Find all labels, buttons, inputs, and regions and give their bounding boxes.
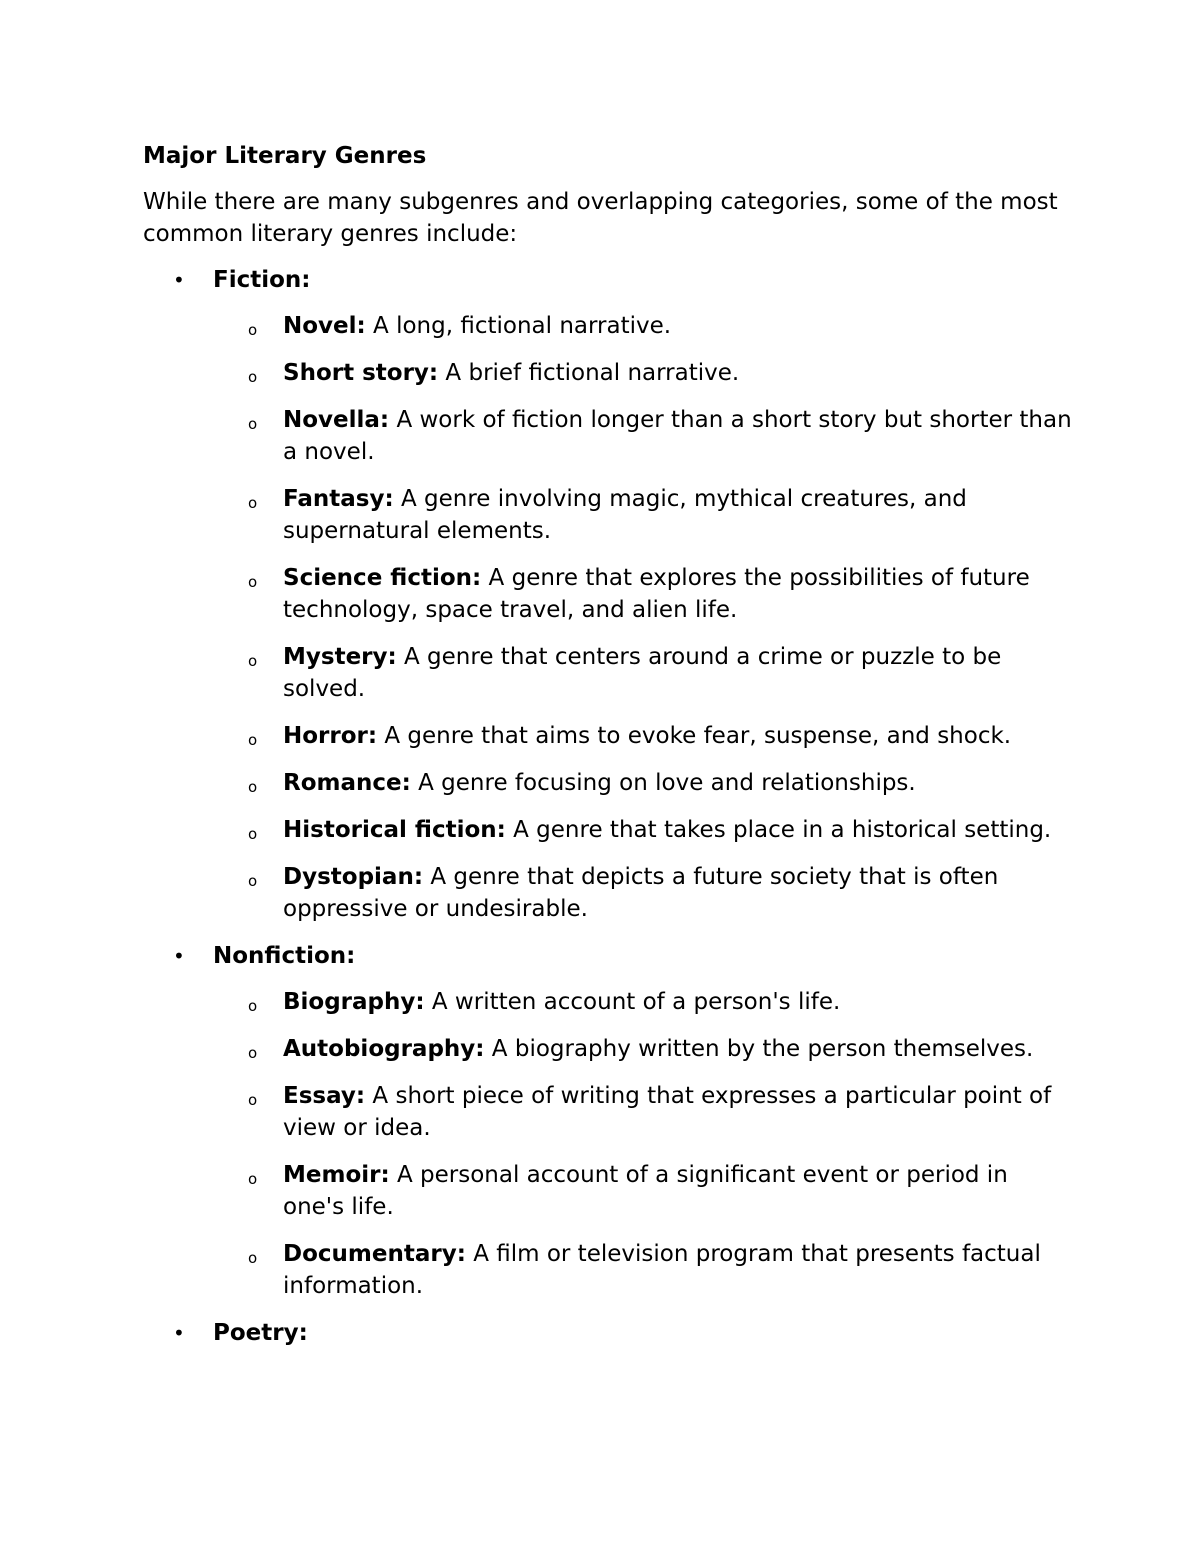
circle-bullet-icon: o: [248, 872, 258, 890]
bullet-icon: •: [173, 944, 185, 968]
genre-subtype-item: [213, 1080, 1073, 1144]
circle-bullet-icon: o: [248, 1044, 258, 1062]
category-label: Nonfiction:: [213, 943, 356, 969]
genre-term: Horror:: [283, 723, 378, 749]
genre-category-list: [143, 264, 1073, 1349]
genre-definition: A genre that aims to evoke fear, suspense, and shock.: [377, 723, 1012, 749]
category-label: Poetry:: [213, 1320, 308, 1346]
circle-bullet-icon: o: [248, 573, 258, 591]
genre-subtype-item: [213, 814, 1073, 846]
circle-bullet-icon: o: [248, 731, 258, 749]
genre-term: Short story:: [283, 360, 439, 386]
genre-subtype-item: [213, 641, 1073, 705]
genre-subtype-item: [213, 861, 1073, 925]
genre-definition: A genre that takes place in a historical setting.: [505, 817, 1052, 843]
genre-term: Dystopian:: [283, 864, 424, 890]
circle-bullet-icon: o: [248, 415, 258, 433]
genre-term: Biography:: [283, 989, 425, 1015]
circle-bullet-icon: o: [248, 321, 258, 339]
genre-term: Memoir:: [283, 1162, 390, 1188]
circle-bullet-icon: o: [248, 1170, 258, 1188]
document-title: Major Literary Genres: [143, 143, 427, 169]
genre-subtype-item: [213, 986, 1073, 1018]
genre-subtype-item: [213, 767, 1073, 799]
circle-bullet-icon: o: [248, 368, 258, 386]
genre-definition: A biography written by the person themselves.: [484, 1036, 1034, 1062]
genre-definition: A genre involving magic, mythical creatures, and supernatural elements.: [283, 486, 967, 544]
genre-subtype-list: [213, 986, 1073, 1302]
genre-definition: A short piece of writing that expresses a particular point of view or idea.: [283, 1083, 1052, 1141]
genre-definition: A film or television program that presents factual information.: [283, 1241, 1041, 1299]
bullet-icon: •: [173, 268, 185, 292]
genre-term: Science fiction:: [283, 565, 482, 591]
genre-definition: A genre that explores the possibilities of future technology, space travel, and alien life.: [283, 565, 1030, 623]
genre-definition: A written account of a person's life.: [424, 989, 841, 1015]
intro-paragraph: While there are many subgenres and overlapping categories, some of the most common literary genres include:: [143, 189, 1058, 247]
category-label: Fiction:: [213, 267, 311, 293]
genre-term: Historical fiction:: [283, 817, 506, 843]
genre-term: Documentary:: [283, 1241, 466, 1267]
circle-bullet-icon: o: [248, 778, 258, 796]
genre-definition: A work of fiction longer than a short story but shorter than a novel.: [283, 407, 1072, 465]
genre-subtype-item: [213, 1033, 1073, 1065]
genre-category: [143, 940, 1073, 1302]
genre-term: Novella:: [283, 407, 390, 433]
genre-category: [143, 1317, 1073, 1349]
circle-bullet-icon: o: [248, 825, 258, 843]
genre-definition: A genre that depicts a future society that is often oppressive or undesirable.: [283, 864, 999, 922]
genre-subtype-item: [213, 720, 1073, 752]
genre-subtype-item: [213, 310, 1073, 342]
genre-term: Novel:: [283, 313, 366, 339]
genre-definition: A personal account of a significant event or period in one's life.: [283, 1162, 1008, 1220]
genre-term: Essay:: [283, 1083, 366, 1109]
genre-definition: A long, fictional narrative.: [365, 313, 672, 339]
circle-bullet-icon: o: [248, 652, 258, 670]
genre-category: [143, 264, 1073, 925]
bullet-icon: •: [173, 1321, 185, 1345]
genre-subtype-item: [213, 1159, 1073, 1223]
genre-definition: A brief fictional narrative.: [438, 360, 740, 386]
genre-subtype-list: [213, 310, 1073, 925]
document-page: [143, 140, 1073, 1363]
circle-bullet-icon: o: [248, 1249, 258, 1267]
genre-subtype-item: [213, 1238, 1073, 1302]
genre-subtype-item: [213, 357, 1073, 389]
genre-definition: A genre focusing on love and relationships.: [410, 770, 916, 796]
circle-bullet-icon: o: [248, 494, 258, 512]
genre-subtype-item: [213, 562, 1073, 626]
genre-term: Autobiography:: [283, 1036, 485, 1062]
circle-bullet-icon: o: [248, 1091, 258, 1109]
genre-subtype-item: [213, 483, 1073, 547]
circle-bullet-icon: o: [248, 997, 258, 1015]
genre-term: Fantasy:: [283, 486, 394, 512]
genre-definition: A genre that centers around a crime or puzzle to be solved.: [283, 644, 1002, 702]
genre-subtype-item: [213, 404, 1073, 468]
genre-term: Romance:: [283, 770, 411, 796]
genre-term: Mystery:: [283, 644, 397, 670]
